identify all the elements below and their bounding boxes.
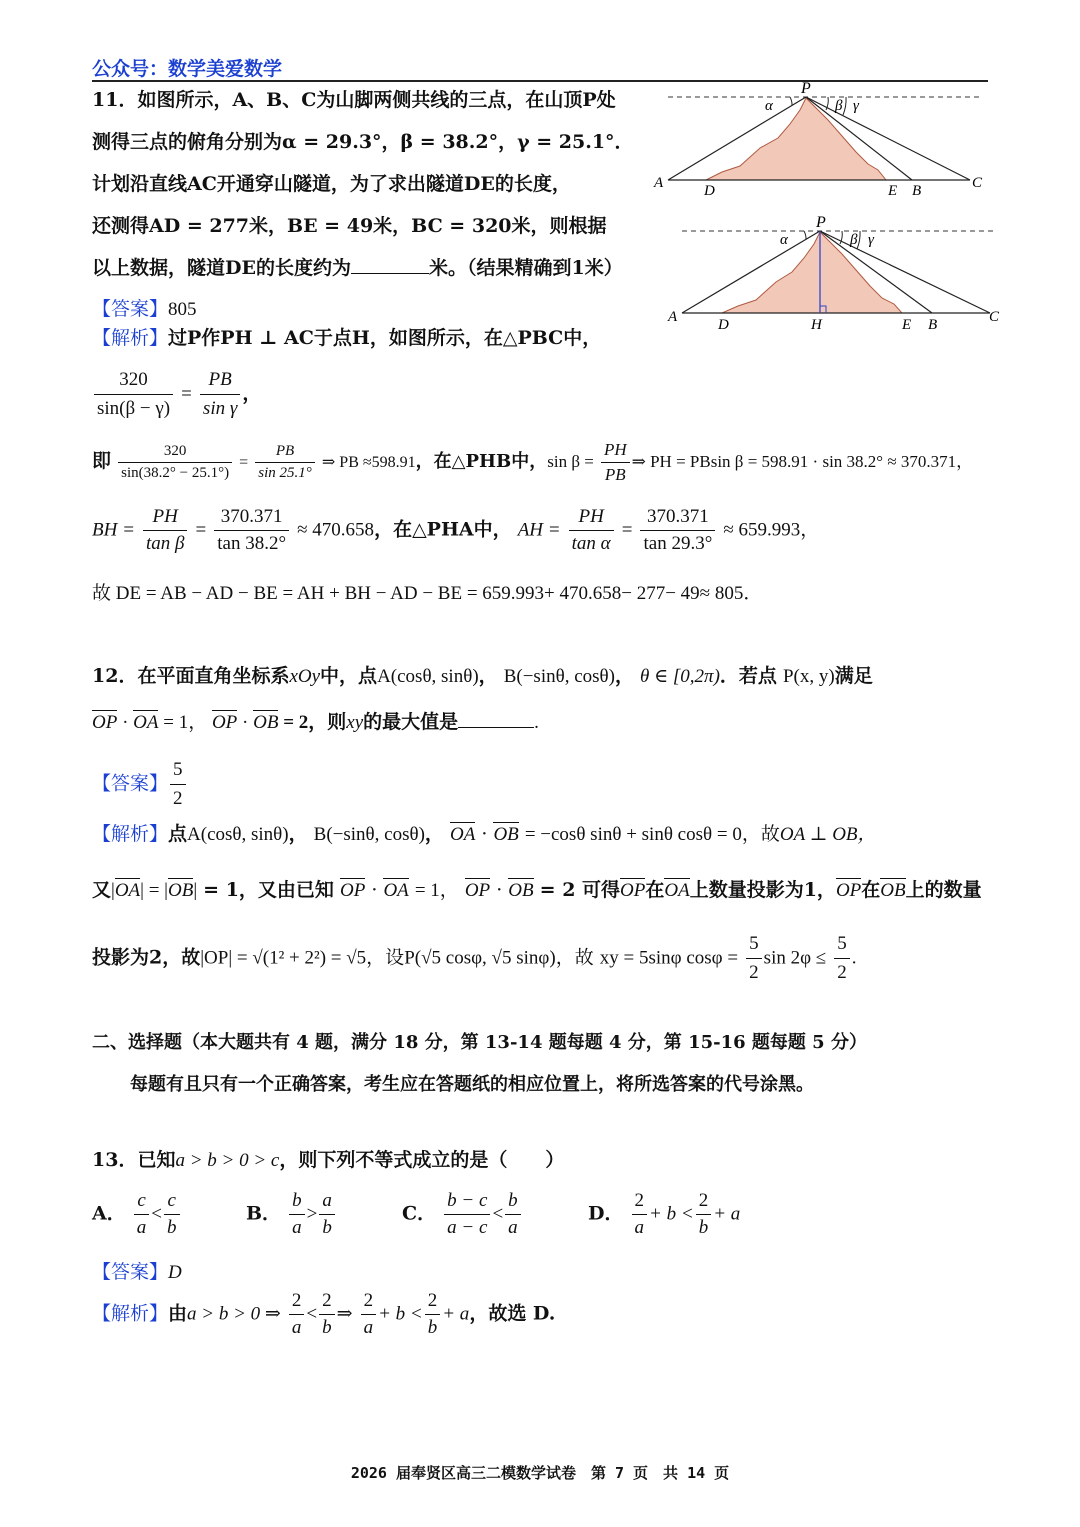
q12-line-2: OP · OA = 1， OP · OB = 2，则xy的最大值是 .: [92, 712, 539, 733]
frac-den: b: [696, 1214, 712, 1239]
q12-analysis-1: 【解析】点A(cosθ, sinθ)， B(−sinθ, cosθ)， OA · OB = −cosθ sinθ + sinθ cosθ = 0，故OA ⊥ OB，: [92, 823, 877, 845]
analysis-text: = 1，又由已知: [203, 879, 334, 901]
q11-line-2: 测得三点的俯角分别为α = 29.3°，β = 38.2°，γ = 25.1°．: [92, 131, 634, 153]
frac-num: c: [167, 1190, 176, 1211]
q12-text-2: ．若点: [719, 665, 777, 687]
q12-point-a: A(cosθ, sinθ): [377, 666, 479, 687]
frac-den: 2: [746, 958, 762, 985]
q12-period: .: [534, 712, 539, 733]
analysis-eq: P(√5 cosφ, √5 sinφ)，故: [404, 947, 594, 969]
frac-den: b: [164, 1214, 180, 1239]
q13-text: ，则下列不等式成立的是（ ）: [279, 1149, 565, 1171]
q12-text-4: 的最大值是: [363, 712, 459, 733]
frac-den: 2: [834, 958, 850, 985]
analysis-perp: OA ⊥ OB，: [779, 824, 877, 845]
q11-line-5-tail: 米。（结果精确到1米）: [428, 257, 623, 279]
comma: ，: [614, 665, 634, 687]
vector-op: OP: [92, 712, 118, 733]
q12-eq-1: = 1，: [163, 712, 208, 733]
option-c[interactable]: [402, 1190, 523, 1239]
q13-answer: [92, 1260, 182, 1285]
operator: <: [306, 1303, 318, 1325]
q12-xoy: xOy: [289, 666, 321, 687]
answer-value: D: [168, 1262, 182, 1283]
label-A: A: [654, 175, 664, 191]
operator: ⇒: [336, 1303, 353, 1325]
eq-sin: sin β =: [547, 452, 594, 471]
eq-prefix: 即: [92, 450, 112, 472]
frac-num: b: [292, 1190, 302, 1211]
label-beta: β: [835, 98, 843, 114]
eq-text: ，在△PHB中，: [415, 451, 548, 472]
label-B: B: [912, 183, 922, 199]
answer-tag: 【答案】: [92, 1261, 169, 1283]
vector-ob: OB: [253, 712, 279, 733]
frac-den: tan 29.3°: [640, 530, 715, 555]
label-gamma: γ: [853, 98, 859, 114]
frac-den: sin 25.1°: [255, 462, 315, 482]
q12-text-3: 满足: [834, 665, 873, 687]
frac-num: 2: [291, 1290, 302, 1311]
header-title: 公众号：数学美爱数学: [92, 58, 283, 80]
analysis-text: = 1，: [414, 880, 459, 901]
label-P: P: [816, 214, 826, 231]
label-B: B: [928, 317, 938, 333]
frac-den: PB: [601, 462, 630, 485]
label-C: C: [972, 175, 983, 191]
frac-num: b: [508, 1190, 518, 1211]
frac-num: 2: [634, 1190, 645, 1211]
eq-mid: ⇒ PB ≈598.91: [321, 454, 416, 471]
frac-num: 2: [322, 1290, 332, 1311]
q11-line-3: 计划沿直线AC开通穿山隧道，为了求出隧道DE的长度，: [92, 173, 571, 195]
label-alpha: α: [765, 98, 773, 114]
analysis-tag: 【解析】: [92, 327, 169, 349]
q11-line-4: 还测得AD = 277米，BE = 49米，BC = 320米，则根据: [92, 215, 607, 237]
q13-analysis: [92, 1290, 555, 1339]
frac-num: a: [322, 1190, 332, 1211]
frac-den: a: [505, 1214, 521, 1239]
section-2-desc: 每题有且只有一个正确答案，考生应在答题纸的相应位置上，将所选答案的代号涂黑。: [130, 1074, 814, 1095]
q12-analysis-2: 又|OA| = |OB| = 1，又由已知 OP · OA = 1， OP · OB = 2 可得OP在OA上数量投影为1，OP在OB上的数量: [92, 879, 982, 901]
option-letter: B．: [246, 1202, 282, 1225]
vector-oa: OA: [383, 880, 409, 901]
q11-line-5: [92, 256, 623, 280]
eq-text: ，在△PHA中，: [374, 518, 512, 541]
analysis-text: 在: [645, 879, 665, 901]
q12-eq-2: = 2，则: [283, 712, 347, 733]
angle-alpha-arc: [804, 231, 806, 239]
vector-oa: OA: [449, 824, 476, 845]
comma: ，: [288, 823, 308, 845]
vector-ob: OB: [167, 880, 194, 901]
operator: + b <: [378, 1303, 423, 1325]
analysis-eq: a > b > 0 ⇒: [187, 1303, 281, 1325]
frac-num: PB: [275, 443, 295, 459]
analysis-eq: = −cosθ sinθ + sinθ cosθ = 0，故: [524, 824, 780, 845]
option-letter: C．: [402, 1202, 437, 1225]
comma: ，: [478, 665, 498, 687]
answer-tag: 【答案】: [92, 772, 169, 795]
analysis-text: 在: [861, 879, 881, 901]
frac-num: 2: [427, 1290, 438, 1311]
q12-point-a: A(cosθ, sinθ): [187, 824, 289, 845]
analysis-text: 上数量投影为1，: [689, 879, 836, 901]
eq-tail: ，: [242, 382, 262, 405]
label-E: E: [888, 183, 898, 199]
vector-op: OP: [620, 880, 646, 901]
q11-eq-3: BH = $\frac{PH}{\text{tan β}}$ = $\frac{370.371}{\tan 38.2^\circ}$ ≈ 470.658，在△PHA中， AH = $\frac{PH}{\text{tan α}}$ = $\frac{370.371}{\tan 29.3^\circ}$ ≈ 659.993，: [92, 506, 820, 554]
vector-oa: OA: [133, 712, 159, 733]
frac-den: b: [319, 1314, 335, 1339]
analysis-eq: sin 2φ ≤: [763, 947, 827, 969]
frac-den: sin(38.2° − 25.1°): [118, 462, 232, 482]
answer-blank: [351, 273, 429, 274]
angle-alpha-arc: [790, 97, 792, 105]
vector-oa: OA: [664, 880, 690, 901]
vector-op: OP: [835, 880, 862, 901]
label-beta: β: [850, 232, 858, 248]
analysis-eq: xy = 5sinφ cosφ =: [599, 947, 739, 969]
analysis-text: 又: [92, 879, 112, 901]
frac-num: c: [137, 1190, 146, 1211]
frac-den: 2: [170, 784, 186, 811]
q12-xy: xy: [346, 712, 364, 733]
q12-text: 中，点: [320, 665, 378, 687]
vector-ob: OB: [508, 880, 534, 901]
q12-point-b: B(−sinθ, cosθ): [313, 824, 425, 845]
answer-tag: 【答案】: [92, 298, 169, 320]
q12-analysis-3: [92, 932, 857, 985]
operator: + a: [713, 1203, 741, 1225]
eq-tail: ≈ 659.993，: [723, 519, 820, 541]
q11-line-5-text: 以上数据，隧道DE的长度约为: [92, 257, 351, 279]
analysis-text: ，故选 D.: [469, 1302, 556, 1325]
eq-mid: ≈ 470.658: [297, 519, 375, 541]
eq-tail: ⇒ PH = PBsin β = 598.91 · sin 38.2° ≈ 370.371，: [631, 452, 974, 471]
frac-den: tan α: [569, 530, 614, 555]
operator: <: [151, 1203, 163, 1225]
q11-line-1: 11．如图所示，A、B、C为山脚两侧共线的三点，在山顶P处: [92, 89, 616, 111]
label-D: D: [718, 317, 729, 333]
frac-den: tan β: [143, 530, 188, 555]
q12-line-1: [92, 664, 873, 689]
frac-num: 320: [119, 369, 148, 390]
analysis-tag: 【解析】: [92, 1302, 169, 1325]
label-E: E: [902, 317, 912, 333]
analysis-eq: |OP| = √(1² + 2²) = √5，设: [200, 947, 405, 969]
frac-num: 5: [173, 759, 183, 780]
frac-num: PH: [578, 506, 604, 527]
option-b[interactable]: [246, 1190, 337, 1239]
frac-num: PB: [208, 369, 232, 390]
frac-num: 2: [698, 1190, 709, 1211]
frac-num: 370.371: [220, 506, 283, 527]
frac-den: tan 38.2°: [214, 530, 289, 555]
q12-answer: [92, 758, 188, 811]
frac-den: a: [289, 1214, 305, 1239]
label-alpha: α: [780, 232, 788, 248]
analysis-text: 上的数量: [905, 879, 982, 901]
frac-den: a − c: [444, 1214, 490, 1239]
frac-num: 370.371: [647, 506, 709, 527]
answer-value: 805: [168, 299, 197, 320]
frac-num: 5: [749, 933, 759, 954]
frac-den: a: [289, 1314, 305, 1339]
operator: + b <: [649, 1203, 694, 1225]
frac-den: a: [361, 1314, 377, 1339]
comma: ，: [424, 823, 444, 845]
eq-lhs-2: AH =: [517, 519, 561, 541]
vector-ob: OB: [880, 880, 906, 901]
vector-op: OP: [339, 880, 366, 901]
angle-gamma-arc: [843, 97, 846, 115]
label-P: P: [801, 80, 811, 97]
frac-num: PH: [603, 440, 627, 459]
vector-op: OP: [211, 712, 238, 733]
q13-condition: a > b > 0 > c: [175, 1150, 280, 1171]
option-a[interactable]: [92, 1190, 182, 1239]
frac-num: 320: [163, 443, 187, 459]
answer-blank: [458, 727, 534, 728]
q12-theta-range: θ ∈ [0,2π): [640, 666, 720, 687]
frac-num: 5: [837, 933, 847, 954]
section-2-title: 二、选择题（本大题共有 4 题，满分 18 分，第 13-14 题每题 4 分，第 15-16 题每题 5 分）: [92, 1032, 867, 1053]
q11-eq-2: 即 $\frac{320}{\sin(38.2^\circ - 25.1^\circ)}$ = $\frac{PB}{\sin 25.1^\circ}$ ⇒ PB ≈598.91，在△PHB中，sin β = $\frac{PH}{PB}$ ⇒ PH = PBsin β = 598.91 · sin 38.2° ≈ 370.371，: [92, 440, 974, 484]
figure-mountain-2: [664, 214, 1009, 339]
option-letter: A．: [92, 1202, 126, 1225]
analysis-text: 由: [168, 1302, 188, 1325]
q12-point-b: B(−sinθ, cosθ): [503, 666, 615, 687]
analysis-text: 投影为2，故: [92, 946, 201, 969]
q12-point-p: P(x, y): [782, 666, 835, 687]
q11-analysis-1: [92, 326, 601, 350]
label-A: A: [668, 309, 678, 325]
label-D: D: [704, 183, 715, 199]
analysis-tag: 【解析】: [92, 823, 169, 845]
label-C: C: [989, 309, 1000, 325]
q11-eq-4: 故 DE = AB − AD − BE = AH + BH − AD − BE = 659.993+ 470.658− 277− 49≈ 805．: [92, 583, 763, 604]
vector-ob: OB: [493, 824, 519, 845]
option-letter: D．: [588, 1202, 624, 1225]
label-gamma: γ: [868, 232, 874, 248]
vector-oa: OA: [114, 880, 141, 901]
figure-mountain-1: [650, 80, 995, 200]
frac-den: a: [632, 1214, 648, 1239]
operator: <: [492, 1203, 504, 1225]
q11-eq-1: $\frac{320}{\sin(\beta - \gamma)}$ = $\frac{PB}{\text{sin γ}}$ ，: [92, 368, 261, 421]
eq-lhs: BH =: [92, 519, 135, 541]
analysis-text: 点: [168, 823, 188, 845]
analysis-text: = 2 可得: [539, 879, 621, 901]
page-footer: 2026 届奉贤区高三二模数学试卷 第 7 页 共 14 页: [350, 1464, 730, 1482]
frac-den: sin γ: [200, 394, 240, 421]
q13-number: 13．已知: [92, 1149, 176, 1171]
frac-den: sin(β − γ): [94, 394, 173, 421]
vector-op: OP: [464, 880, 491, 901]
operator: >: [306, 1203, 318, 1225]
analysis-eq: .: [851, 947, 857, 969]
frac-num: b − c: [447, 1190, 488, 1211]
frac-num: PH: [152, 506, 178, 527]
q12-number: 12．在平面直角坐标系: [92, 665, 290, 687]
q11-answer: [92, 297, 197, 322]
frac-den: b: [319, 1214, 335, 1239]
frac-den: b: [425, 1314, 441, 1339]
analysis-text: 过P作PH ⊥ AC于点H，如图所示，在△PBC中，: [168, 327, 602, 349]
q13-stem: [92, 1148, 564, 1173]
option-d[interactable]: [588, 1190, 740, 1239]
operator: + a: [442, 1303, 470, 1325]
frac-num: 2: [363, 1290, 374, 1311]
frac-den: a: [134, 1214, 150, 1239]
label-H: H: [811, 317, 822, 333]
